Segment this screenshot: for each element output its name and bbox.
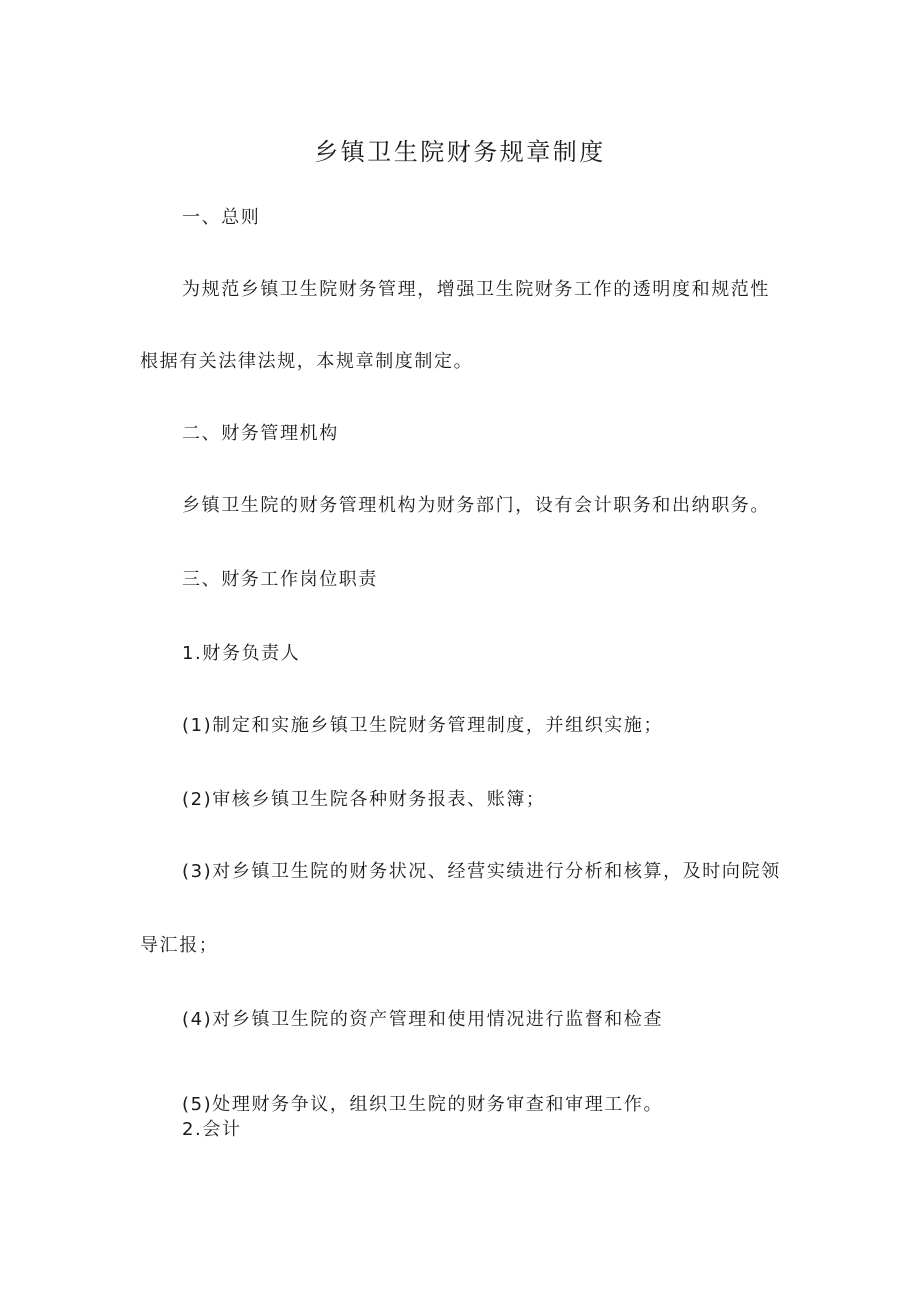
list-item: (1)制定和实施乡镇卫生院财务管理制度，并组织实施； <box>182 715 664 736</box>
paragraph-organization: 乡镇卫生院的财务管理机构为财务部门，设有会计职务和出纳职务。 <box>182 495 770 516</box>
paragraph-purpose-line2: 根据有关法律法规，本规章制度制定。 <box>140 351 474 372</box>
document-title: 乡镇卫生院财务规章制度 <box>314 138 606 166</box>
subsection-heading-finance-head: 1.财务负责人 <box>182 643 301 664</box>
list-item: (2)审核乡镇卫生院各种财务报表、账簿； <box>182 789 546 810</box>
list-item: (5)处理财务争议，组织卫生院的财务审查和审理工作。 <box>182 1094 664 1115</box>
section-heading-organization: 二、财务管理机构 <box>182 423 339 444</box>
subsection-heading-accountant: 2.会计 <box>182 1119 242 1140</box>
list-item: (4)对乡镇卫生院的资产管理和使用情况进行监督和检查 <box>182 1009 664 1030</box>
section-heading-duties: 三、财务工作岗位职责 <box>182 569 378 590</box>
list-item-line2: 导汇报； <box>140 935 219 956</box>
section-heading-general: 一、总则 <box>182 207 261 228</box>
list-item-line1: (3)对乡镇卫生院的财务状况、经营实绩进行分析和核算，及时向院领 <box>182 861 781 882</box>
paragraph-purpose-line1: 为规范乡镇卫生院财务管理，增强卫生院财务工作的透明度和规范性 <box>182 279 770 300</box>
